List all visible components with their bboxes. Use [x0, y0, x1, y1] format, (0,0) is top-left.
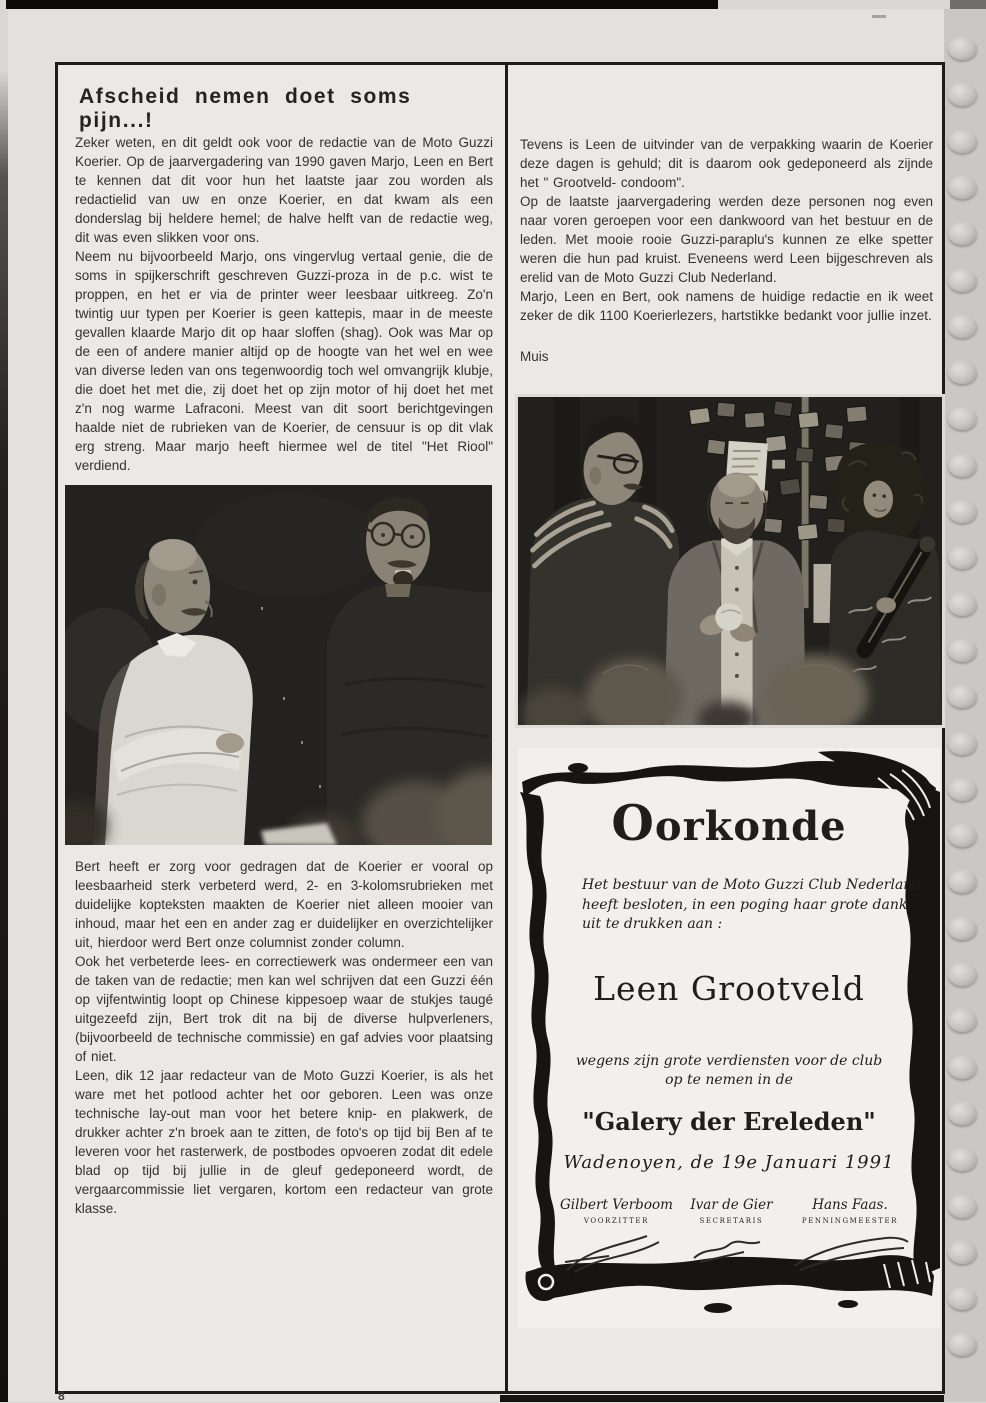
binding-hole — [948, 1102, 977, 1125]
binding-hole — [948, 639, 977, 662]
stage-photo — [65, 485, 492, 845]
certificate-recipient: Leen Grootveld — [593, 968, 865, 1008]
binding-hole — [948, 778, 977, 801]
article-left-column — [58, 65, 505, 1391]
binding-hole — [948, 1148, 977, 1171]
paragraph: Neem nu bijvoorbeeld Marjo, ons vingervlug vertaal genie, die de soms in spijkerschrift geschreven Guzzi-proza in de p.c. wist te proppen, en het er via de printer weer leesbaar uitkreeg. Zo'n twintig uur typen per Koerier is geen kattepis, maar in de meeste gevallen klaarde Marjo dit op haar sloffen (shag). Ook was Mar op de een of andere manier altijd op de hoogte van het wel en wee van diverse leden van ons tegenwoordig toch wel omvangrijk klubje, die doet het met die, zij doet het op zijn motor of hij doet het met z'n nog warme Lafraconi. Meest van dit soort berichtgevingen haalde niet de rubrieken van de Koerier, de censuur is op dit vlak erg streng. Maar marjo heeft hiermee wel de titel "Het Riool" verdiend. — [75, 249, 493, 473]
certificate-reason: wegens zijn grote verdiensten voor de club op te nemen in de — [575, 1052, 883, 1089]
certificate-content — [518, 748, 940, 1328]
binding-hole — [948, 963, 977, 986]
paragraph: Bert heeft er zorg voor gedragen dat de Koerier er vooral op leesbaarheid sterk verbeterd werd, 2- en 3-kolomsrubrieken met duidelijke kopteksten maakten de Koerier niet alleen mooier van inhoud, maar het een en ander zag er duidelijker en overzichtelijker uit, hierdoor werd Bert onze columnist zonder column. — [75, 859, 493, 950]
scan-bottom-shadow — [500, 1395, 986, 1402]
binding-hole — [948, 824, 977, 847]
paragraph: Marjo, Leen en Bert, ook namens de huidige redactie en ik weet zeker de dik 1100 Koerierlezers, hartstikke bedankt voor jullie inzet. — [520, 289, 933, 323]
binding-hole — [948, 1056, 977, 1079]
binding-hole — [948, 546, 977, 569]
signatory: Ivar de Gier secretaris — [686, 1197, 776, 1274]
page-title: Afscheid nemen doet soms pijn...! — [79, 85, 412, 132]
certificate-intro: Het bestuur van de Moto Guzzi Club Nederland heeft besloten, in een poging haar grote dank uit te drukken aan : — [582, 877, 922, 933]
binding-hole — [948, 732, 977, 755]
paragraph: Tevens is Leen de uitvinder van de verpakking waarin de Koerier deze dagen is gehuld; dit is daarom ook gedeponeerd als zijnde het " Grootveld- condoom". — [520, 137, 933, 190]
certificate-heading: Oorkonde — [611, 794, 847, 852]
binding-hole — [948, 176, 977, 199]
signature-scribble — [561, 1230, 671, 1274]
signature-scribble — [790, 1230, 910, 1274]
binding-hole — [948, 1241, 977, 1264]
binding-hole — [948, 917, 977, 940]
binding-hole — [948, 407, 977, 430]
scan-mark — [872, 15, 886, 18]
paragraph: Op de laatste jaarvergadering werden deze personen nog even naar voren geroepen voor een dankwoord van het bestuur en de leden. Met mooie rooie Guzzi-paraplu's kunnen ze elke spetter weren die hun pad kruist. Eveneens werd Leen bijgeschreven als erelid van de Moto Guzzi Club Nederland. — [520, 194, 933, 285]
binding-rail — [944, 9, 986, 1402]
binding-hole — [948, 454, 977, 477]
binding-hole — [948, 315, 977, 338]
binding-hole — [948, 130, 977, 153]
binding-hole — [948, 593, 977, 616]
scan-top-bar — [6, 0, 718, 9]
binding-hole — [948, 222, 977, 245]
signature-scribble — [686, 1230, 776, 1274]
paragraph: Ook het verbeterde lees- en correctiewerk was ondermeer een van de taken van de redactie; men kan wel schrijven dat een Guzzi één op vijfentwintig loopt op Chinese kippesoep waar de stukjes taugé uitgezeefd zijn, Bert trok dit na bij de diverse hulpverleners, (bijvoorbeeld de technische commissie) en gaf advies voor plaatsing of niet. — [75, 954, 493, 1064]
paragraph: Leen, dik 12 jaar redacteur van de Moto Guzzi Koerier, is als het ware met het potlood achter het oor geboren. Leen was onze technische lay-out man voor het betere knip- en plakwerk, de drukker achter z'n broek aan te zitten, de foto's op tijd bij Ben af te leveren voor het rasterwerk, de postbodes opvoeren zodat dit edele blad op tijd bij jullie in de gleuf gedeponeerd wordt, de vergaarcommissie liet vergaren, kortom een redacteur van grote klasse. — [75, 1068, 493, 1216]
article-frame — [55, 62, 945, 1394]
paragraph: Zeker weten, en dit geldt ook voor de redactie van de Moto Guzzi Koerier. Op de jaarvergadering van 1990 gaven Marjo, Leen en Bert te kennen dat dit voor hun het laatste jaar zou worden als redactielid van uw en onze Koerier, en dat kwam als een donderslag bij heldere hemel; de halve helft van de redactie weg, dit was even slikken voor ons. — [75, 135, 493, 245]
award-photo — [515, 394, 945, 728]
author-byline: Muis — [520, 349, 549, 364]
certificate — [518, 748, 940, 1328]
article-right-column — [505, 65, 939, 1391]
binding-hole — [948, 83, 977, 106]
binding-hole — [948, 37, 977, 60]
certificate-gallery-title: "Galery der Ereleden" — [582, 1106, 876, 1136]
binding-hole — [948, 1287, 977, 1310]
binding-hole — [948, 1195, 977, 1218]
certificate-signatories — [560, 1197, 910, 1274]
binding-hole — [948, 685, 977, 708]
certificate-place-date: Wadenoyen, de 19e Januari 1991 — [563, 1151, 895, 1173]
binding-hole — [948, 1333, 977, 1356]
binding-hole — [948, 870, 977, 893]
page-number: 8 — [58, 1389, 65, 1403]
binding-hole — [948, 269, 977, 292]
binding-hole — [948, 361, 977, 384]
signatory: Hans Faas. penningmeester — [790, 1197, 910, 1274]
binding-hole — [948, 500, 977, 523]
signatory: Gilbert Verboom voorzitter — [560, 1197, 673, 1274]
binding-hole — [948, 1009, 977, 1032]
scan-left-shadow — [0, 70, 8, 1402]
